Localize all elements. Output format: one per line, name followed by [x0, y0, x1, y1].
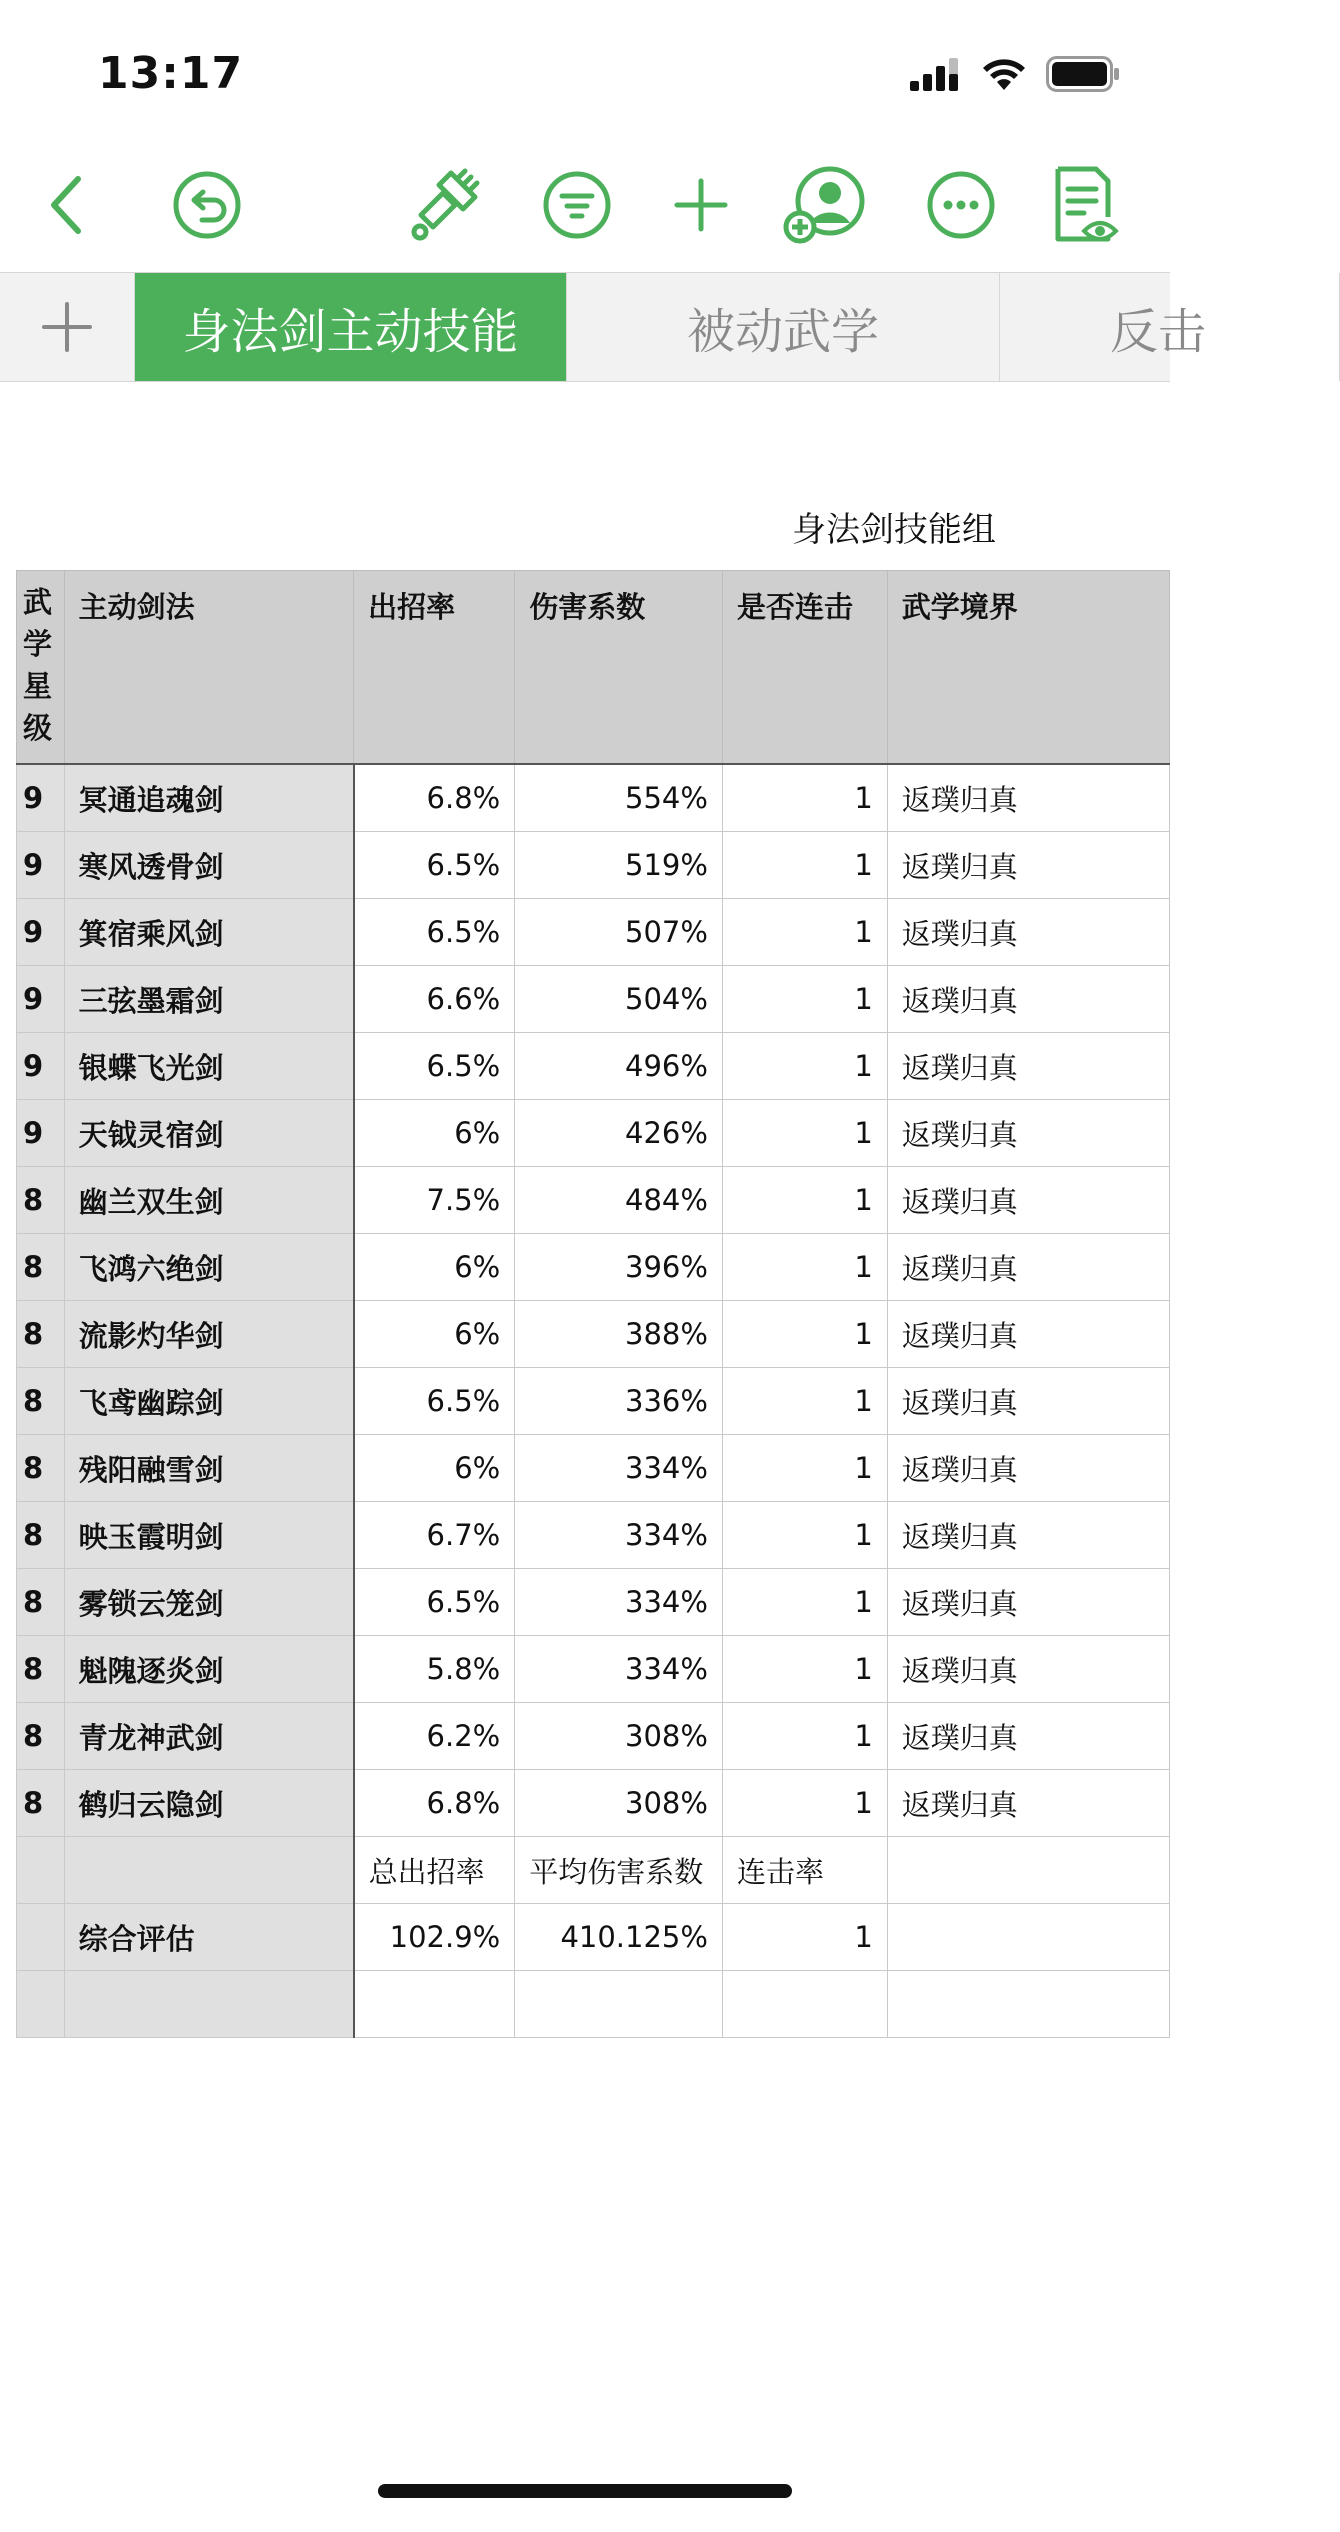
status-bar: [0, 0, 1170, 150]
tab-passive-skills[interactable]: 被动武学: [567, 273, 1000, 381]
undo-button[interactable]: [162, 160, 252, 250]
table-row: [17, 966, 1170, 1033]
table-cell[interactable]: 1: [722, 1569, 887, 1636]
more-icon: [926, 170, 996, 240]
back-button[interactable]: [22, 160, 112, 250]
table-row: [17, 832, 1170, 899]
home-indicator[interactable]: [378, 2484, 792, 2498]
table-cell[interactable]: 返璞归真: [887, 1502, 1169, 1569]
table-cell[interactable]: 青龙神武剑: [64, 1703, 353, 1770]
table-cell[interactable]: 返璞归真: [887, 764, 1169, 832]
summary-label-row: [17, 1837, 1170, 1904]
table-row: [17, 1167, 1170, 1234]
table-cell[interactable]: 8: [17, 1167, 65, 1234]
table-cell[interactable]: 总出招率: [354, 1837, 515, 1904]
table-row: [17, 1234, 1170, 1301]
table-cell[interactable]: 箕宿乘风剑: [64, 899, 353, 966]
table-cell[interactable]: 寒风透骨剑: [64, 832, 353, 899]
table-cell[interactable]: 9: [17, 1033, 65, 1100]
table-cell[interactable]: 1: [722, 1770, 887, 1837]
table-cell[interactable]: 7.5%: [354, 1167, 515, 1234]
table-cell[interactable]: 484%: [515, 1167, 723, 1234]
table-cell[interactable]: 综合评估: [64, 1904, 353, 1971]
column-header[interactable]: 伤害系数: [515, 571, 723, 765]
table-cell[interactable]: 9: [17, 966, 65, 1033]
more-button[interactable]: [916, 160, 1006, 250]
table-cell[interactable]: 336%: [515, 1368, 723, 1435]
table-cell[interactable]: [17, 1837, 65, 1904]
table-cell[interactable]: 8: [17, 1703, 65, 1770]
table-cell[interactable]: 雾锁云笼剑: [64, 1569, 353, 1636]
table-cell[interactable]: 8: [17, 1435, 65, 1502]
table-cell[interactable]: 6.2%: [354, 1703, 515, 1770]
table-cell[interactable]: 返璞归真: [887, 1100, 1169, 1167]
table-row: [17, 1033, 1170, 1100]
table-cell[interactable]: 返璞归真: [887, 832, 1169, 899]
cellular-signal-icon: [910, 57, 962, 91]
back-icon: [42, 173, 92, 237]
table-cell[interactable]: 天钺灵宿剑: [64, 1100, 353, 1167]
empty-row: [17, 1971, 1170, 2038]
table-row: [17, 899, 1170, 966]
table-cell[interactable]: [354, 1971, 515, 2038]
table-cell[interactable]: 1: [722, 1904, 887, 1971]
column-header[interactable]: 主动剑法: [64, 571, 353, 765]
column-header[interactable]: 出招率: [354, 571, 515, 765]
table-cell[interactable]: 1: [722, 832, 887, 899]
spreadsheet-table[interactable]: [16, 570, 1170, 2038]
table-cell[interactable]: 6.5%: [354, 1033, 515, 1100]
add-sheet-button[interactable]: [0, 273, 135, 381]
table-cell[interactable]: 496%: [515, 1033, 723, 1100]
status-icons: [910, 52, 1120, 96]
table-row: [17, 1569, 1170, 1636]
table-cell[interactable]: 映玉霞明剑: [64, 1502, 353, 1569]
table-cell[interactable]: [887, 1904, 1169, 1971]
table-cell[interactable]: [887, 1837, 1169, 1904]
paintbrush-icon: [405, 165, 485, 245]
table-cell[interactable]: 6.7%: [354, 1502, 515, 1569]
table-cell[interactable]: 返璞归真: [887, 1636, 1169, 1703]
table-cell[interactable]: 冥通追魂剑: [64, 764, 353, 832]
reader-view-icon: [1050, 163, 1120, 247]
table-cell[interactable]: 6%: [354, 1100, 515, 1167]
table-cell[interactable]: 1: [722, 1234, 887, 1301]
table-row: [17, 1770, 1170, 1837]
header-row: [17, 571, 1170, 765]
table-cell[interactable]: 334%: [515, 1502, 723, 1569]
table-cell[interactable]: 三弦墨霜剑: [64, 966, 353, 1033]
table-row: [17, 764, 1170, 832]
table-cell[interactable]: 410.125%: [515, 1904, 723, 1971]
table-cell[interactable]: 519%: [515, 832, 723, 899]
table-cell[interactable]: 残阳融雪剑: [64, 1435, 353, 1502]
table-row: [17, 1636, 1170, 1703]
table-cell[interactable]: [17, 1904, 65, 1971]
wifi-icon: [980, 56, 1028, 92]
table-cell[interactable]: [64, 1837, 353, 1904]
table-cell[interactable]: [64, 1971, 353, 2038]
table-cell[interactable]: 返璞归真: [887, 1569, 1169, 1636]
collaborate-icon: [784, 165, 866, 245]
table-cell[interactable]: 1: [722, 1301, 887, 1368]
table-row: [17, 1703, 1170, 1770]
table-cell[interactable]: 504%: [515, 966, 723, 1033]
table-cell[interactable]: 返璞归真: [887, 1703, 1169, 1770]
table-cell[interactable]: 连击率: [722, 1837, 887, 1904]
table-cell[interactable]: 1: [722, 1435, 887, 1502]
format-button[interactable]: [400, 160, 490, 250]
table-cell[interactable]: 9: [17, 899, 65, 966]
table-cell[interactable]: 8: [17, 1301, 65, 1368]
table-cell[interactable]: 8: [17, 1234, 65, 1301]
add-sheet-icon: [40, 300, 94, 354]
table-cell[interactable]: 飞鸢幽踪剑: [64, 1368, 353, 1435]
table-cell[interactable]: [887, 1971, 1169, 2038]
filter-icon: [542, 170, 612, 240]
table-cell[interactable]: 334%: [515, 1569, 723, 1636]
column-header[interactable]: 武学星级: [17, 571, 65, 765]
table-cell[interactable]: 554%: [515, 764, 723, 832]
table-cell[interactable]: 9: [17, 764, 65, 832]
table-cell[interactable]: 银蝶飞光剑: [64, 1033, 353, 1100]
tab-active-skills[interactable]: 身法剑主动技能: [135, 273, 567, 381]
table-cell[interactable]: 1: [722, 966, 887, 1033]
table-cell[interactable]: 8: [17, 1636, 65, 1703]
table-cell[interactable]: 6.6%: [354, 966, 515, 1033]
table-cell[interactable]: 388%: [515, 1301, 723, 1368]
table-cell[interactable]: 飞鸿六绝剑: [64, 1234, 353, 1301]
table-cell[interactable]: [722, 1971, 887, 2038]
table-cell[interactable]: 8: [17, 1502, 65, 1569]
table-cell[interactable]: 魁隗逐炎剑: [64, 1636, 353, 1703]
table-row: [17, 1435, 1170, 1502]
sheet-tabs: [0, 272, 1207, 382]
table-cell[interactable]: 返璞归真: [887, 1435, 1169, 1502]
filter-button[interactable]: [532, 160, 622, 250]
table-cell[interactable]: 9: [17, 832, 65, 899]
table-cell[interactable]: 6.5%: [354, 899, 515, 966]
table-cell[interactable]: 幽兰双生剑: [64, 1167, 353, 1234]
table-cell[interactable]: 鹤归云隐剑: [64, 1770, 353, 1837]
table-cell[interactable]: 6.5%: [354, 1569, 515, 1636]
table-cell[interactable]: 334%: [515, 1435, 723, 1502]
column-header[interactable]: 是否连击: [722, 571, 887, 765]
table-cell[interactable]: 返璞归真: [887, 1234, 1169, 1301]
table-cell[interactable]: 8: [17, 1368, 65, 1435]
table-title: 身法剑技能组: [792, 510, 996, 550]
table-row: [17, 1100, 1170, 1167]
undo-icon: [172, 170, 242, 240]
status-time: 13:17: [98, 48, 244, 99]
table-cell[interactable]: 1: [722, 1368, 887, 1435]
table-cell[interactable]: 507%: [515, 899, 723, 966]
column-header[interactable]: 武学境界: [887, 571, 1169, 765]
table-row: [17, 1368, 1170, 1435]
table-cell[interactable]: 396%: [515, 1234, 723, 1301]
table-cell[interactable]: 返璞归真: [887, 1301, 1169, 1368]
table-cell[interactable]: 426%: [515, 1100, 723, 1167]
table-cell[interactable]: 8: [17, 1569, 65, 1636]
table-cell[interactable]: 6.8%: [354, 1770, 515, 1837]
table-cell[interactable]: 1: [722, 1100, 887, 1167]
table-cell[interactable]: 返璞归真: [887, 899, 1169, 966]
table-row: [17, 1502, 1170, 1569]
table-cell[interactable]: 流影灼华剑: [64, 1301, 353, 1368]
table-cell[interactable]: 1: [722, 1033, 887, 1100]
table-cell[interactable]: 334%: [515, 1636, 723, 1703]
table-cell[interactable]: 102.9%: [354, 1904, 515, 1971]
table-cell[interactable]: 1: [722, 764, 887, 832]
table-cell[interactable]: 1: [722, 899, 887, 966]
table-cell[interactable]: 1: [722, 1703, 887, 1770]
table-cell[interactable]: 6.5%: [354, 1368, 515, 1435]
table-cell[interactable]: 平均伤害系数: [515, 1837, 723, 1904]
battery-icon: [1046, 56, 1120, 92]
summary-value-row: [17, 1904, 1170, 1971]
table-cell[interactable]: 6%: [354, 1234, 515, 1301]
table-cell[interactable]: 6.8%: [354, 764, 515, 832]
table-cell[interactable]: 8: [17, 1770, 65, 1837]
table-cell[interactable]: [515, 1971, 723, 2038]
table-cell[interactable]: 308%: [515, 1770, 723, 1837]
table-row: [17, 1301, 1170, 1368]
table-cell[interactable]: 6%: [354, 1301, 515, 1368]
toolbar: [0, 160, 1170, 270]
table-cell[interactable]: 9: [17, 1100, 65, 1167]
table-cell[interactable]: 1: [722, 1636, 887, 1703]
table-cell[interactable]: 1: [722, 1167, 887, 1234]
collaborate-button[interactable]: [780, 160, 870, 250]
table-cell[interactable]: 返璞归真: [887, 1770, 1169, 1837]
table-cell[interactable]: 5.8%: [354, 1636, 515, 1703]
reader-view-button[interactable]: [1040, 160, 1130, 250]
table-cell[interactable]: [17, 1971, 65, 2038]
table-cell[interactable]: 返璞归真: [887, 1167, 1169, 1234]
table-cell[interactable]: 1: [722, 1502, 887, 1569]
table-cell[interactable]: 6%: [354, 1435, 515, 1502]
table-cell[interactable]: 返璞归真: [887, 1033, 1169, 1100]
table-cell[interactable]: 返璞归真: [887, 1368, 1169, 1435]
table-cell[interactable]: 6.5%: [354, 832, 515, 899]
tab-counter[interactable]: 反击: [1000, 273, 1340, 381]
table-cell[interactable]: 308%: [515, 1703, 723, 1770]
add-icon: [671, 175, 731, 235]
table-cell[interactable]: 返璞归真: [887, 966, 1169, 1033]
add-button[interactable]: [656, 160, 746, 250]
